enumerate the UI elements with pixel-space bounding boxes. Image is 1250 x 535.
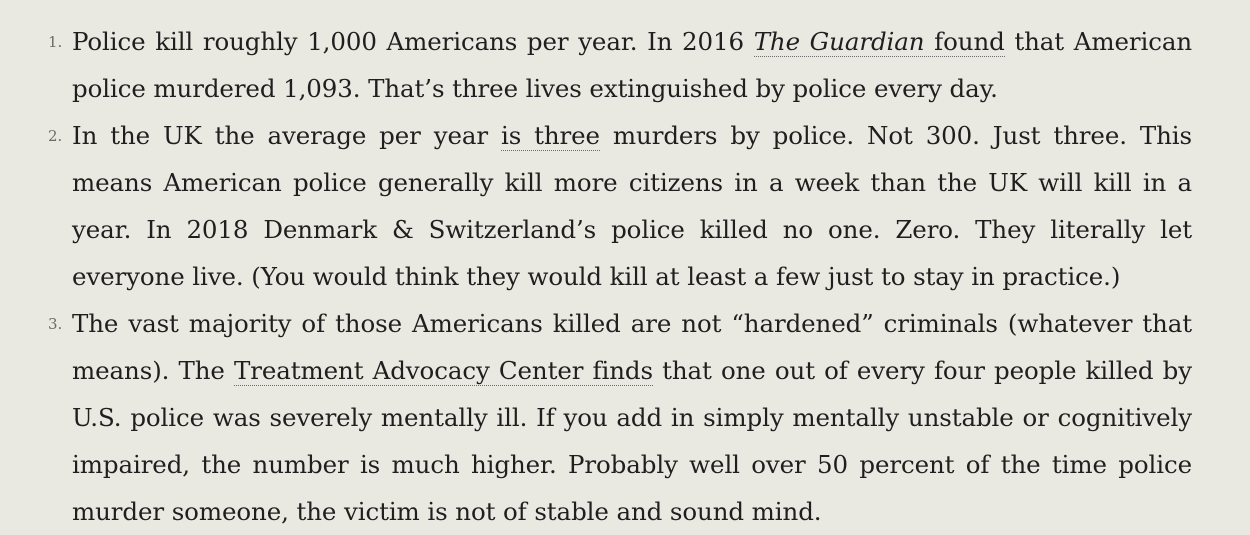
list-item-number: 3. <box>48 315 63 333</box>
list-item-text: In the UK the average per year <box>72 121 501 150</box>
list-item-number: 2. <box>48 127 63 145</box>
treatment-advocacy-center-link[interactable]: Treatment Advocacy Center finds <box>234 356 653 385</box>
guardian-found-link[interactable] <box>754 27 1005 57</box>
list-item-text: Police kill roughly 1,000 Americans per year. In 2016 <box>72 27 754 56</box>
is-three-link[interactable]: is three <box>500 121 600 150</box>
list-item-text: The vast majority of those Americans killed are not “hardened” criminals (whatever that means). The <box>72 309 1192 385</box>
list-item-number: 1. <box>48 33 63 51</box>
list-item <box>48 112 1192 300</box>
list-item-text: murders by police. Not 300. Just three. This means American police generally kill more citizens in a week than the UK will kill in a year. In 2018 Denmark & Switzerland’s police killed no one. Zero. They literally let everyone live. (You would think they would kill at least a few just to stay in practice.) <box>72 121 1192 291</box>
guardian-link-italic[interactable]: The Guardian <box>753 27 925 56</box>
guardian-link-rest[interactable]: found <box>924 27 1005 56</box>
list-item-text: that American police murdered 1,093. That’s three lives extinguished by police every day. <box>72 27 1193 103</box>
list-item <box>48 300 1192 535</box>
list-item-text: that one out of every four people killed by U.S. police was severely mentally ill. If you add in simply mentally unstable or cognitively impaired, the number is much higher. Probably well over 50 percent of the time police murder someone, the victim is not of stable and sound mind. <box>72 356 1192 526</box>
list-item <box>48 18 1193 112</box>
numbered-list <box>0 18 1250 535</box>
